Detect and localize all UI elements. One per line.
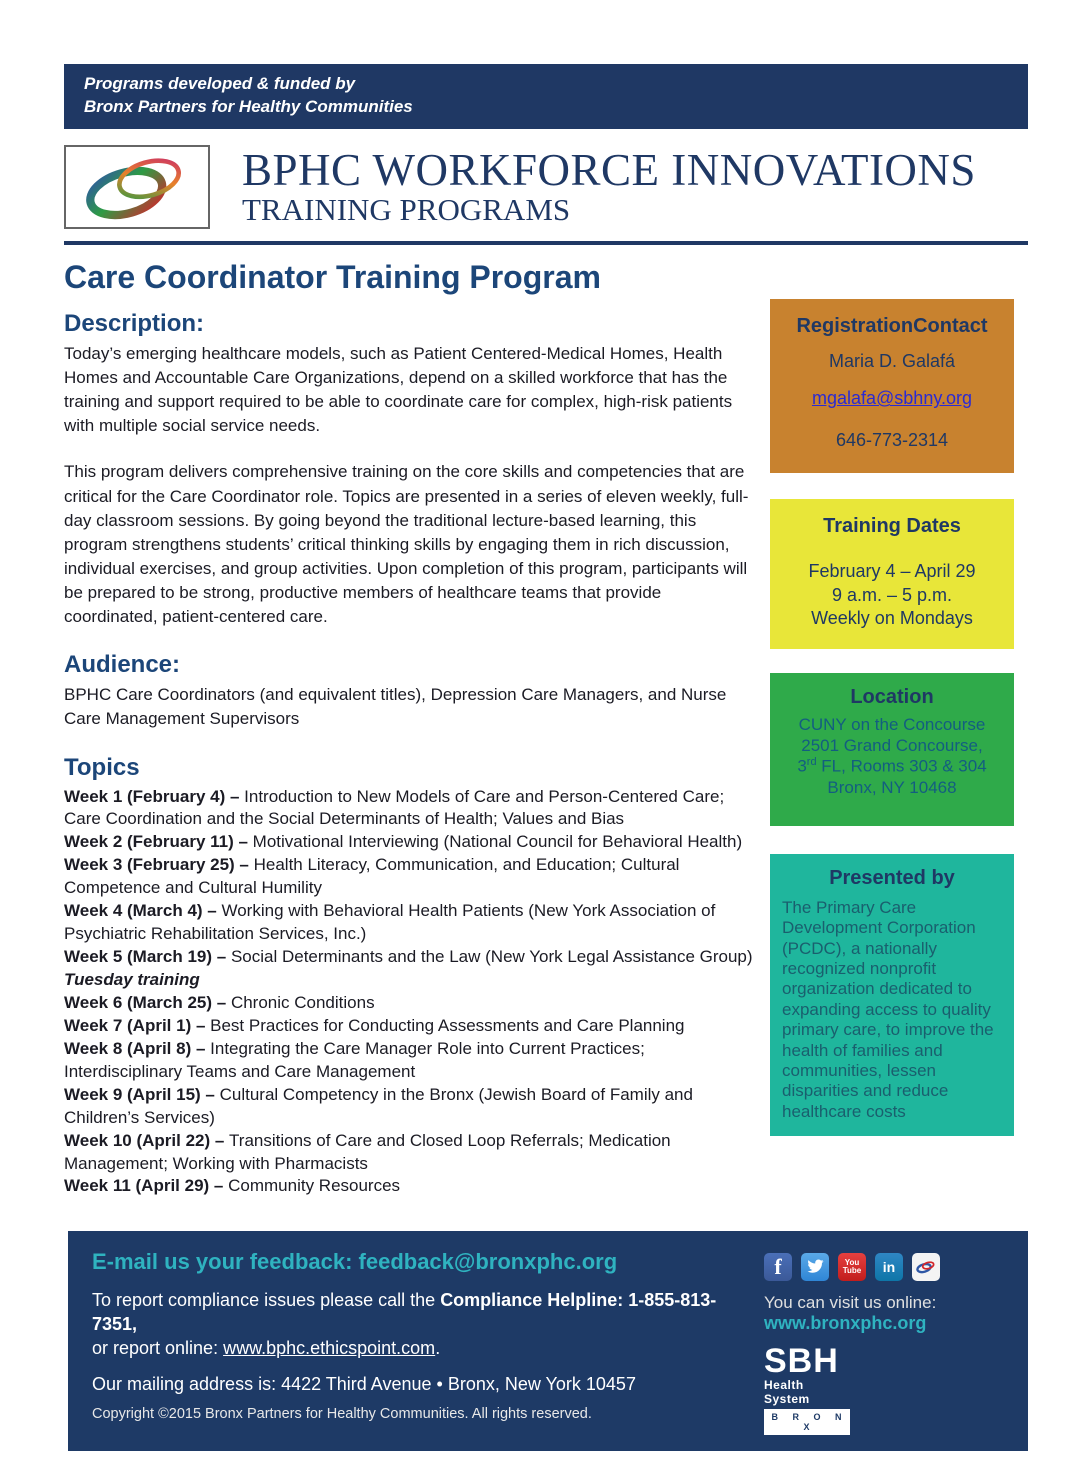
footer-right [764,1249,1004,1436]
description-heading: Description: [64,309,205,337]
page-title: Care Coordinator Training Program [64,258,601,295]
topic-week-11: Week 11 (April 29) – Community Resources [64,1176,401,1196]
copyright-line: Copyright ©2015 Bronx Partners for Healthy Communities. All rights reserved. [92,1405,592,1422]
sbh-logo [764,1341,850,1436]
bphc-social-icon[interactable] [912,1253,940,1281]
training-dates-heading: Training Dates [823,514,961,537]
location-street: 2501 Grand Concourse, [801,735,983,755]
location-floor-rooms: 3rd FL, Rooms 303 & 304 [797,756,987,776]
presented-by-box [770,854,1014,1136]
registration-phone: 646-773-2314 [835,429,949,450]
bphc-rings-icon [75,151,199,223]
registration-name: Maria D. Galafá [828,350,956,371]
top-banner [64,64,1028,129]
footer [68,1231,1028,1452]
banner-line-2: Bronx Partners for Healthy Communities [84,96,413,116]
brand-subtitle: TRAINING PROGRAMS [242,191,571,227]
footer-left [92,1249,752,1436]
sidebar-column [770,255,1014,1207]
training-dates-box [770,499,1014,649]
tuesday-training-note: Tuesday training [64,970,200,989]
feedback-line: E-mail us your feedback: feedback@bronxphc.org [92,1248,618,1274]
facebook-icon[interactable]: f [764,1253,792,1281]
topic-week-5: Week 5 (March 19) – Social Determinants and the Law (New York Legal Assistance Group) [64,947,753,967]
brand-title: BPHC WORKFORCE INNOVATIONS [242,144,976,195]
presented-by-text: The Primary Care Development Corporation (PCDC), a nationally recognized nonprofit organization dedicated to expanding access to quality primary care, to improve the health of families and communities, lessen disparities and reduce healthcare costs [782,897,994,1121]
audience-heading: Audience: [64,651,181,679]
visit-online-label: You can visit us online: [764,1292,937,1312]
registration-contact-box [770,299,1014,473]
content-area [64,255,1028,1207]
compliance-line: To report compliance issues please call the Compliance Helpline: 1-855-813-7351, or report online: www.bphc.ethicspoint.com. [92,1289,717,1359]
location-venue: CUNY on the Concourse [798,714,986,734]
topic-week-3: Week 3 (February 25) – Health Literacy, Communication, and Education; Cultural Competence and Cultural Humility [64,855,680,898]
flyer-page [0,64,1088,1472]
registration-email-link[interactable]: mgalafa@sbhny.org [811,388,973,409]
training-dates-hours: 9 a.m. – 5 p.m. [831,584,953,605]
location-city-zip: Bronx, NY 10468 [827,777,957,797]
topic-week-6: Week 6 (March 25) – Chronic Conditions [64,992,375,1012]
bphc-logo [64,145,210,229]
topic-week-8: Week 8 (April 8) – Integrating the Care Manager Role into Current Practices; Interdisciplinary Teams and Care Management [64,1038,645,1081]
topic-week-1: Week 1 (February 4) – Introduction to New Models of Care and Person-Centered Care; Care Coordination and the Social Determinants of Health; Values and Bias [64,786,725,829]
topic-week-9: Week 9 (April 15) – Cultural Competency in the Bronx (Jewish Board of Family and Children’s Services) [64,1084,693,1127]
audience-text: BPHC Care Coordinators (and equivalent titles), Depression Care Managers, and Nurse Care Management Supervisors [64,685,727,729]
bronxphc-url-link[interactable]: www.bronxphc.org [764,1312,927,1333]
social-icons [764,1253,1004,1281]
location-box [770,673,1014,826]
topic-week-4: Week 4 (March 4) – Working with Behavioral Health Patients (New York Association of Psychiatric Rehabilitation Services, Inc.) [64,901,716,944]
youtube-icon[interactable]: You Tube [838,1253,866,1281]
sbh-logo-city: B R O N X [764,1409,850,1435]
divider-rule [64,241,1028,245]
topic-week-2: Week 2 (February 11) – Motivational Interviewing (National Council for Behavioral Health) [64,832,743,852]
mailing-address: Our mailing address is: 4422 Third Avenue • Bronx, New York 10457 [92,1373,636,1394]
brand-text [242,144,976,227]
masthead [64,145,1028,229]
topic-week-7: Week 7 (April 1) – Best Practices for Conducting Assessments and Care Planning [64,1015,685,1035]
training-dates-frequency: Weekly on Mondays [811,608,973,629]
sbh-logo-tagline: Health System [764,1378,810,1407]
sbh-logo-name: SBH [764,1341,839,1380]
topics-heading: Topics [64,753,140,781]
presented-by-heading: Presented by [829,866,955,889]
description-paragraph-1: Today’s emerging healthcare models, such as Patient Centered-Medical Homes, Health Homes and Accountable Care Organizations, depend on a skilled workforce that has the training and support required to be able to coordinate care for complex, high-risk patients with multiple social service needs. [64,343,733,436]
location-heading: Location [850,685,934,708]
main-column [64,255,770,1207]
compliance-helpline: Compliance Helpline: 1-855-813-7351 [92,1289,717,1335]
description-paragraph-2: This program delivers comprehensive training on the core skills and competencies that are critical for the Care Coordinator role. Topics are presented in a series of eleven weekly, full-day classroom sessions. By going beyond the traditional lecture-based learning, this program strengthens students’ critical thinking skills by engaging them in rich discussion, individual exercises, and group activities. Upon completion of this program, participants will be prepared to be strong, productive members of healthcare teams that provide coordinated, patient-centered care. [64,462,749,627]
ethicspoint-link[interactable]: www.bphc.ethicspoint.com [223,1338,436,1359]
topic-week-10: Week 10 (April 22) – Transitions of Care and Closed Loop Referrals; Medication Management; Working with Pharmacists [64,1130,671,1173]
registration-heading: RegistrationContact [796,314,988,337]
linkedin-icon[interactable]: in [875,1253,903,1281]
training-dates-range: February 4 – April 29 [808,560,976,581]
topics-list [64,786,756,1199]
twitter-icon[interactable] [801,1253,829,1281]
banner-line-1: Programs developed & funded by [84,74,356,93]
